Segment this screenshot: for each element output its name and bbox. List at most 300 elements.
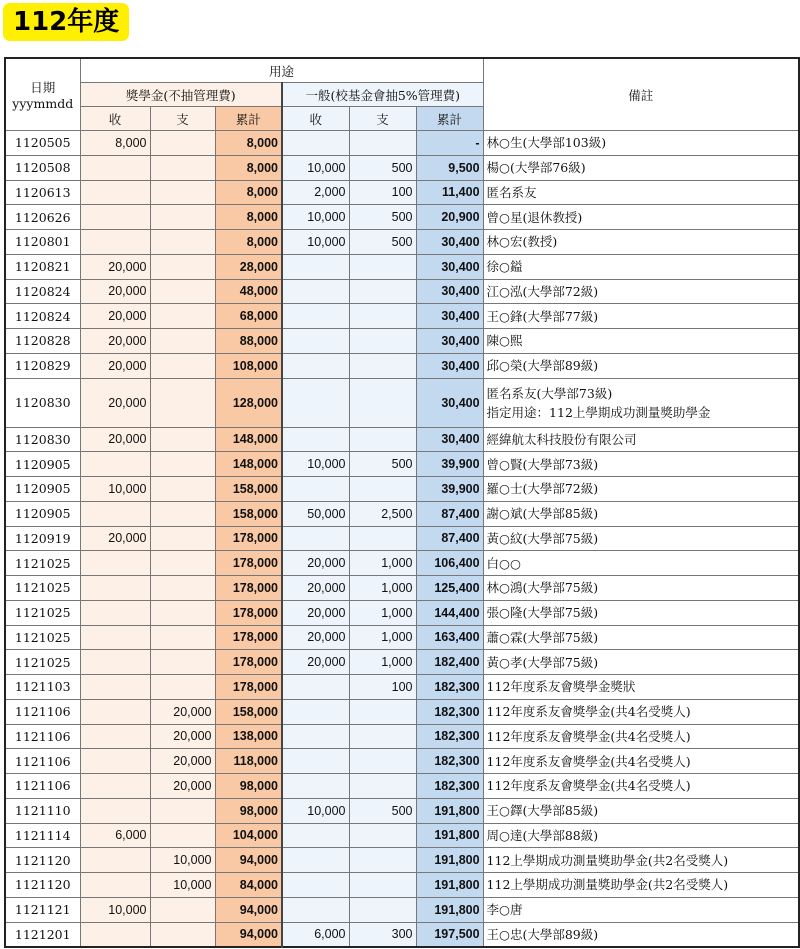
scholarship-in-cell xyxy=(80,452,150,477)
general-out-cell xyxy=(349,823,416,848)
scholarship-out-cell xyxy=(150,576,215,601)
table-row xyxy=(5,477,799,502)
table-row xyxy=(5,452,799,477)
general-in-cell xyxy=(282,724,349,749)
scholarship-cumulative-cell: 158,000 xyxy=(215,477,282,502)
remarks-line: 112年度系友會獎學金(共4名受獎人) xyxy=(486,728,691,744)
remarks-line: 陳○熙 xyxy=(486,333,523,349)
date-cell: 1120505 xyxy=(5,131,80,156)
table-row xyxy=(5,353,799,378)
general-cumulative-cell: 191,800 xyxy=(416,873,483,898)
scholarship-cumulative-cell: 118,000 xyxy=(215,749,282,774)
remarks-cell xyxy=(483,526,799,551)
remarks-cell xyxy=(483,724,799,749)
scholarship-out-cell xyxy=(150,823,215,848)
scholarship-cumulative-cell: 178,000 xyxy=(215,650,282,675)
scholarship-cumulative-cell: 28,000 xyxy=(215,254,282,279)
general-in-cell: 20,000 xyxy=(282,551,349,576)
scholarship-cumulative-cell: 108,000 xyxy=(215,353,282,378)
scholarship-out-cell: 10,000 xyxy=(150,848,215,873)
ledger-table xyxy=(4,57,800,948)
table-row xyxy=(5,897,799,922)
date-cell: 1121106 xyxy=(5,774,80,799)
table-row xyxy=(5,131,799,156)
scholarship-in-cell xyxy=(80,724,150,749)
general-out-cell xyxy=(349,329,416,354)
scholarship-cumulative-cell: 84,000 xyxy=(215,873,282,898)
remarks-cell xyxy=(483,230,799,255)
scholarship-out-cell: 20,000 xyxy=(150,749,215,774)
scholarship-cumulative-cell: 98,000 xyxy=(215,774,282,799)
remarks-line: 李○唐 xyxy=(486,902,523,918)
table-row xyxy=(5,180,799,205)
general-cumulative-cell: 163,400 xyxy=(416,625,483,650)
date-cell: 1120830 xyxy=(5,378,80,427)
remarks-cell xyxy=(483,650,799,675)
table-row xyxy=(5,526,799,551)
scholarship-cumulative-cell: 94,000 xyxy=(215,848,282,873)
general-cumulative-cell: 30,400 xyxy=(416,279,483,304)
remarks-line: 黃○紋(大學部75級) xyxy=(486,530,599,546)
remarks-cell xyxy=(483,675,799,700)
remarks-cell xyxy=(483,551,799,576)
page-title: 112年度 xyxy=(3,3,129,41)
remarks-line: 匿名系友(大學部73級) xyxy=(486,385,613,401)
general-cumulative-cell: 144,400 xyxy=(416,600,483,625)
general-out-cell: 1,000 xyxy=(349,650,416,675)
general-cumulative-cell: 39,900 xyxy=(416,452,483,477)
scholarship-out-cell xyxy=(150,526,215,551)
scholarship-in-cell xyxy=(80,600,150,625)
general-in-cell: 10,000 xyxy=(282,230,349,255)
general-cumulative-cell: 191,800 xyxy=(416,897,483,922)
general-out-cell xyxy=(349,774,416,799)
scholarship-in-cell xyxy=(80,180,150,205)
general-cumulative-cell: 106,400 xyxy=(416,551,483,576)
table-row xyxy=(5,576,799,601)
remarks-line: 曾○星(退休教授) xyxy=(486,209,583,225)
general-in-cell: 20,000 xyxy=(282,600,349,625)
date-cell: 1121106 xyxy=(5,724,80,749)
table-row xyxy=(5,848,799,873)
scholarship-cumulative-cell: 68,000 xyxy=(215,304,282,329)
date-cell: 1121106 xyxy=(5,749,80,774)
table-row xyxy=(5,378,799,427)
general-in-cell xyxy=(282,897,349,922)
remarks-cell xyxy=(483,353,799,378)
scholarship-out-cell xyxy=(150,180,215,205)
general-out-header: 支 xyxy=(349,107,416,131)
remarks-cell xyxy=(483,798,799,823)
general-out-cell: 2,500 xyxy=(349,501,416,526)
scholarship-out-cell xyxy=(150,922,215,947)
general-cumulative-cell: 30,400 xyxy=(416,353,483,378)
general-cumulative-cell: 182,400 xyxy=(416,650,483,675)
remarks-line: 楊○(大學部76級) xyxy=(486,160,586,176)
scholarship-out-cell xyxy=(150,551,215,576)
remarks-cell xyxy=(483,823,799,848)
scholarship-in-cell xyxy=(80,230,150,255)
table-row xyxy=(5,873,799,898)
scholarship-out-cell xyxy=(150,897,215,922)
remarks-cell xyxy=(483,131,799,156)
general-out-cell xyxy=(349,131,416,156)
remarks-cell xyxy=(483,848,799,873)
general-in-cell: 10,000 xyxy=(282,205,349,230)
general-out-cell xyxy=(349,254,416,279)
scholarship-cumulative-cell: 88,000 xyxy=(215,329,282,354)
general-out-cell: 300 xyxy=(349,922,416,947)
general-in-cell xyxy=(282,774,349,799)
date-cell: 1121103 xyxy=(5,675,80,700)
remarks-cell xyxy=(483,378,799,427)
general-cumulative-cell: 9,500 xyxy=(416,155,483,180)
date-cell: 1120830 xyxy=(5,427,80,452)
scholarship-cumulative-cell: 98,000 xyxy=(215,798,282,823)
general-in-cell: 20,000 xyxy=(282,625,349,650)
scholarship-cumulative-cell: 158,000 xyxy=(215,699,282,724)
remarks-line: 曾○賢(大學部73級) xyxy=(486,456,599,472)
remarks-cell xyxy=(483,873,799,898)
general-out-cell xyxy=(349,378,416,427)
scholarship-in-cell: 10,000 xyxy=(80,477,150,502)
remarks-cell xyxy=(483,501,799,526)
general-out-cell xyxy=(349,304,416,329)
general-in-cell: 20,000 xyxy=(282,576,349,601)
scholarship-out-cell xyxy=(150,650,215,675)
remarks-line: 林○鴻(大學部75級) xyxy=(486,580,599,596)
general-out-cell xyxy=(349,279,416,304)
scholarship-cumulative-cell: 94,000 xyxy=(215,897,282,922)
general-out-cell xyxy=(349,848,416,873)
remarks-line: 白○○ xyxy=(486,555,521,571)
table-row xyxy=(5,699,799,724)
general-header: 一般(校基金會抽5%管理費) xyxy=(282,83,483,107)
remarks-line: 匿名系友 xyxy=(486,184,537,200)
scholarship-out-cell xyxy=(150,798,215,823)
remarks-line: 謝○斌(大學部85級) xyxy=(486,506,599,522)
purpose-header: 用途 xyxy=(80,58,483,83)
scholarship-out-cell xyxy=(150,205,215,230)
general-in-cell: 10,000 xyxy=(282,798,349,823)
remarks-line: 王○鋒(大學部77級) xyxy=(486,308,599,324)
remarks-line: 112年度系友會獎學金(共4名受獎人) xyxy=(486,753,691,769)
general-out-cell xyxy=(349,873,416,898)
scholarship-cumulative-cell: 178,000 xyxy=(215,526,282,551)
general-out-cell xyxy=(349,749,416,774)
scholarship-cumulative-cell: 8,000 xyxy=(215,180,282,205)
general-cumulative-cell: 182,300 xyxy=(416,774,483,799)
table-row xyxy=(5,254,799,279)
general-in-cell xyxy=(282,254,349,279)
date-cell: 1120829 xyxy=(5,353,80,378)
remarks-cell xyxy=(483,625,799,650)
general-in-cell xyxy=(282,279,349,304)
general-out-cell xyxy=(349,699,416,724)
general-in-cell xyxy=(282,378,349,427)
scholarship-out-header: 支 xyxy=(150,107,215,131)
general-cumulative-cell: - xyxy=(416,131,483,156)
scholarship-cumulative-cell: 178,000 xyxy=(215,625,282,650)
date-cell: 1120905 xyxy=(5,452,80,477)
scholarship-out-cell: 10,000 xyxy=(150,873,215,898)
remarks-line: 112年度系友會獎學金獎狀 xyxy=(486,679,636,695)
general-cumulative-cell: 30,400 xyxy=(416,230,483,255)
remarks-line: 112年度系友會獎學金(共4名受獎人) xyxy=(486,778,691,794)
remarks-line: 黃○孝(大學部75級) xyxy=(486,654,599,670)
remarks-cell xyxy=(483,427,799,452)
date-cell: 1120821 xyxy=(5,254,80,279)
general-in-cell: 10,000 xyxy=(282,155,349,180)
general-out-cell: 500 xyxy=(349,798,416,823)
remarks-cell xyxy=(483,897,799,922)
general-cumulative-cell: 30,400 xyxy=(416,304,483,329)
table-row xyxy=(5,774,799,799)
scholarship-out-cell xyxy=(150,279,215,304)
remarks-line: 王○鐸(大學部85級) xyxy=(486,803,599,819)
scholarship-in-cell xyxy=(80,576,150,601)
general-in-cell: 2,000 xyxy=(282,180,349,205)
scholarship-in-cell xyxy=(80,699,150,724)
date-cell: 1121114 xyxy=(5,823,80,848)
remarks-line: 林○宏(教授) xyxy=(486,234,558,250)
table-row xyxy=(5,551,799,576)
general-out-cell: 1,000 xyxy=(349,551,416,576)
general-in-cell xyxy=(282,848,349,873)
remarks-line: 112年度系友會獎學金(共4名受獎人) xyxy=(486,704,691,720)
remarks-line: 徐○鎰 xyxy=(486,259,523,275)
scholarship-cumulative-cell: 148,000 xyxy=(215,452,282,477)
date-label: 日期 xyxy=(30,80,56,95)
general-cumulative-cell: 191,800 xyxy=(416,823,483,848)
general-out-cell: 500 xyxy=(349,205,416,230)
general-cumulative-cell: 30,400 xyxy=(416,254,483,279)
remarks-cell xyxy=(483,180,799,205)
table-row xyxy=(5,501,799,526)
scholarship-in-cell xyxy=(80,798,150,823)
scholarship-cumulative-cell: 138,000 xyxy=(215,724,282,749)
date-cell: 1121025 xyxy=(5,650,80,675)
general-cumulative-cell: 30,400 xyxy=(416,329,483,354)
scholarship-out-cell xyxy=(150,600,215,625)
scholarship-cumulative-cell: 104,000 xyxy=(215,823,282,848)
general-in-cell xyxy=(282,873,349,898)
table-row xyxy=(5,205,799,230)
general-cumulative-cell: 182,300 xyxy=(416,724,483,749)
scholarship-in-cell: 20,000 xyxy=(80,526,150,551)
remarks-cell xyxy=(483,477,799,502)
remarks-cell xyxy=(483,452,799,477)
general-cumulative-cell: 182,300 xyxy=(416,699,483,724)
scholarship-out-cell: 20,000 xyxy=(150,724,215,749)
scholarship-in-cell xyxy=(80,551,150,576)
general-in-cell: 20,000 xyxy=(282,650,349,675)
general-out-cell: 500 xyxy=(349,230,416,255)
general-out-cell: 1,000 xyxy=(349,600,416,625)
scholarship-cumulative-header: 累計 xyxy=(215,107,282,131)
table-row xyxy=(5,724,799,749)
table-row xyxy=(5,675,799,700)
table-row xyxy=(5,749,799,774)
date-cell: 1121120 xyxy=(5,848,80,873)
remarks-cell xyxy=(483,155,799,180)
scholarship-cumulative-cell: 48,000 xyxy=(215,279,282,304)
general-out-cell xyxy=(349,353,416,378)
remarks-line: 林○生(大學部103級) xyxy=(486,135,607,151)
date-format-label: yyymmdd xyxy=(12,96,74,111)
general-in-cell: 50,000 xyxy=(282,501,349,526)
scholarship-cumulative-cell: 178,000 xyxy=(215,600,282,625)
remarks-cell xyxy=(483,304,799,329)
scholarship-in-cell xyxy=(80,749,150,774)
date-cell: 1121121 xyxy=(5,897,80,922)
general-in-cell xyxy=(282,131,349,156)
remarks-line: 王○忠(大學部89級) xyxy=(486,926,599,942)
table-row xyxy=(5,798,799,823)
general-in-cell xyxy=(282,477,349,502)
date-cell: 1120905 xyxy=(5,477,80,502)
remarks-cell xyxy=(483,749,799,774)
general-in-cell xyxy=(282,427,349,452)
scholarship-out-cell xyxy=(150,304,215,329)
scholarship-cumulative-cell: 178,000 xyxy=(215,576,282,601)
table-row xyxy=(5,155,799,180)
date-header xyxy=(5,58,80,131)
table-row xyxy=(5,625,799,650)
table-row xyxy=(5,279,799,304)
scholarship-in-cell: 20,000 xyxy=(80,304,150,329)
date-cell: 1120824 xyxy=(5,279,80,304)
scholarship-out-cell xyxy=(150,501,215,526)
general-in-cell xyxy=(282,526,349,551)
scholarship-cumulative-cell: 178,000 xyxy=(215,675,282,700)
general-cumulative-cell: 20,900 xyxy=(416,205,483,230)
scholarship-cumulative-cell: 178,000 xyxy=(215,551,282,576)
table-row xyxy=(5,230,799,255)
general-out-cell: 100 xyxy=(349,675,416,700)
date-cell: 1120626 xyxy=(5,205,80,230)
date-cell: 1120801 xyxy=(5,230,80,255)
date-cell: 1121201 xyxy=(5,922,80,947)
remarks-line: 羅○士(大學部72級) xyxy=(486,481,599,497)
scholarship-out-cell xyxy=(150,155,215,180)
scholarship-cumulative-cell: 158,000 xyxy=(215,501,282,526)
date-cell: 1121025 xyxy=(5,576,80,601)
general-out-cell: 1,000 xyxy=(349,576,416,601)
scholarship-in-cell xyxy=(80,205,150,230)
scholarship-cumulative-cell: 8,000 xyxy=(215,205,282,230)
scholarship-in-cell: 20,000 xyxy=(80,254,150,279)
general-out-cell xyxy=(349,477,416,502)
remarks-line: 指定用途：112上學期成功測量獎助學金 xyxy=(486,404,711,420)
date-cell: 1121025 xyxy=(5,600,80,625)
scholarship-header: 獎學金(不抽管理費) xyxy=(80,83,282,107)
general-cumulative-cell: 191,800 xyxy=(416,798,483,823)
date-cell: 1121110 xyxy=(5,798,80,823)
scholarship-cumulative-cell: 128,000 xyxy=(215,378,282,427)
scholarship-in-cell xyxy=(80,650,150,675)
scholarship-in-cell xyxy=(80,625,150,650)
date-cell: 1120828 xyxy=(5,329,80,354)
scholarship-cumulative-cell: 148,000 xyxy=(215,427,282,452)
general-in-header: 收 xyxy=(282,107,349,131)
table-row xyxy=(5,650,799,675)
remarks-line: 江○泓(大學部72級) xyxy=(486,283,599,299)
date-cell: 1120508 xyxy=(5,155,80,180)
table-row xyxy=(5,427,799,452)
scholarship-cumulative-cell: 8,000 xyxy=(215,230,282,255)
general-in-cell: 6,000 xyxy=(282,922,349,947)
table-row xyxy=(5,304,799,329)
scholarship-in-cell: 10,000 xyxy=(80,897,150,922)
scholarship-out-cell xyxy=(150,477,215,502)
general-cumulative-cell: 125,400 xyxy=(416,576,483,601)
scholarship-out-cell xyxy=(150,254,215,279)
general-cumulative-cell: 197,500 xyxy=(416,922,483,947)
date-cell: 1120613 xyxy=(5,180,80,205)
scholarship-in-cell xyxy=(80,675,150,700)
table-row xyxy=(5,922,799,947)
remarks-cell xyxy=(483,205,799,230)
remarks-line: 周○達(大學部88級) xyxy=(486,827,599,843)
general-in-cell xyxy=(282,675,349,700)
remarks-line: 張○隆(大學部75級) xyxy=(486,605,599,621)
scholarship-in-cell: 20,000 xyxy=(80,427,150,452)
scholarship-out-cell xyxy=(150,353,215,378)
table-body xyxy=(5,131,799,948)
scholarship-out-cell: 20,000 xyxy=(150,699,215,724)
remarks-line: 經緯航太科技股份有限公司 xyxy=(486,431,637,447)
date-cell: 1120824 xyxy=(5,304,80,329)
scholarship-in-cell: 20,000 xyxy=(80,378,150,427)
scholarship-in-cell xyxy=(80,155,150,180)
scholarship-out-cell xyxy=(150,625,215,650)
scholarship-out-cell xyxy=(150,452,215,477)
scholarship-cumulative-cell: 8,000 xyxy=(215,155,282,180)
scholarship-in-header: 收 xyxy=(80,107,150,131)
general-in-cell: 10,000 xyxy=(282,452,349,477)
scholarship-in-cell: 8,000 xyxy=(80,131,150,156)
general-out-cell: 500 xyxy=(349,452,416,477)
scholarship-out-cell xyxy=(150,131,215,156)
remarks-cell xyxy=(483,329,799,354)
remarks-cell xyxy=(483,279,799,304)
table-row xyxy=(5,329,799,354)
general-cumulative-cell: 87,400 xyxy=(416,526,483,551)
general-cumulative-cell: 191,800 xyxy=(416,848,483,873)
general-out-cell: 500 xyxy=(349,155,416,180)
general-cumulative-cell: 30,400 xyxy=(416,378,483,427)
scholarship-in-cell xyxy=(80,848,150,873)
remarks-cell xyxy=(483,699,799,724)
date-cell: 1121025 xyxy=(5,625,80,650)
table-header xyxy=(5,58,799,131)
scholarship-in-cell: 20,000 xyxy=(80,353,150,378)
scholarship-in-cell xyxy=(80,501,150,526)
date-cell: 1120905 xyxy=(5,501,80,526)
remarks-cell xyxy=(483,254,799,279)
scholarship-cumulative-cell: 94,000 xyxy=(215,922,282,947)
general-in-cell xyxy=(282,304,349,329)
scholarship-out-cell xyxy=(150,230,215,255)
table-row xyxy=(5,823,799,848)
scholarship-in-cell xyxy=(80,873,150,898)
scholarship-in-cell: 20,000 xyxy=(80,279,150,304)
scholarship-in-cell xyxy=(80,774,150,799)
general-in-cell xyxy=(282,329,349,354)
date-cell: 1121106 xyxy=(5,699,80,724)
remarks-line: 蕭○霖(大學部75級) xyxy=(486,629,599,645)
